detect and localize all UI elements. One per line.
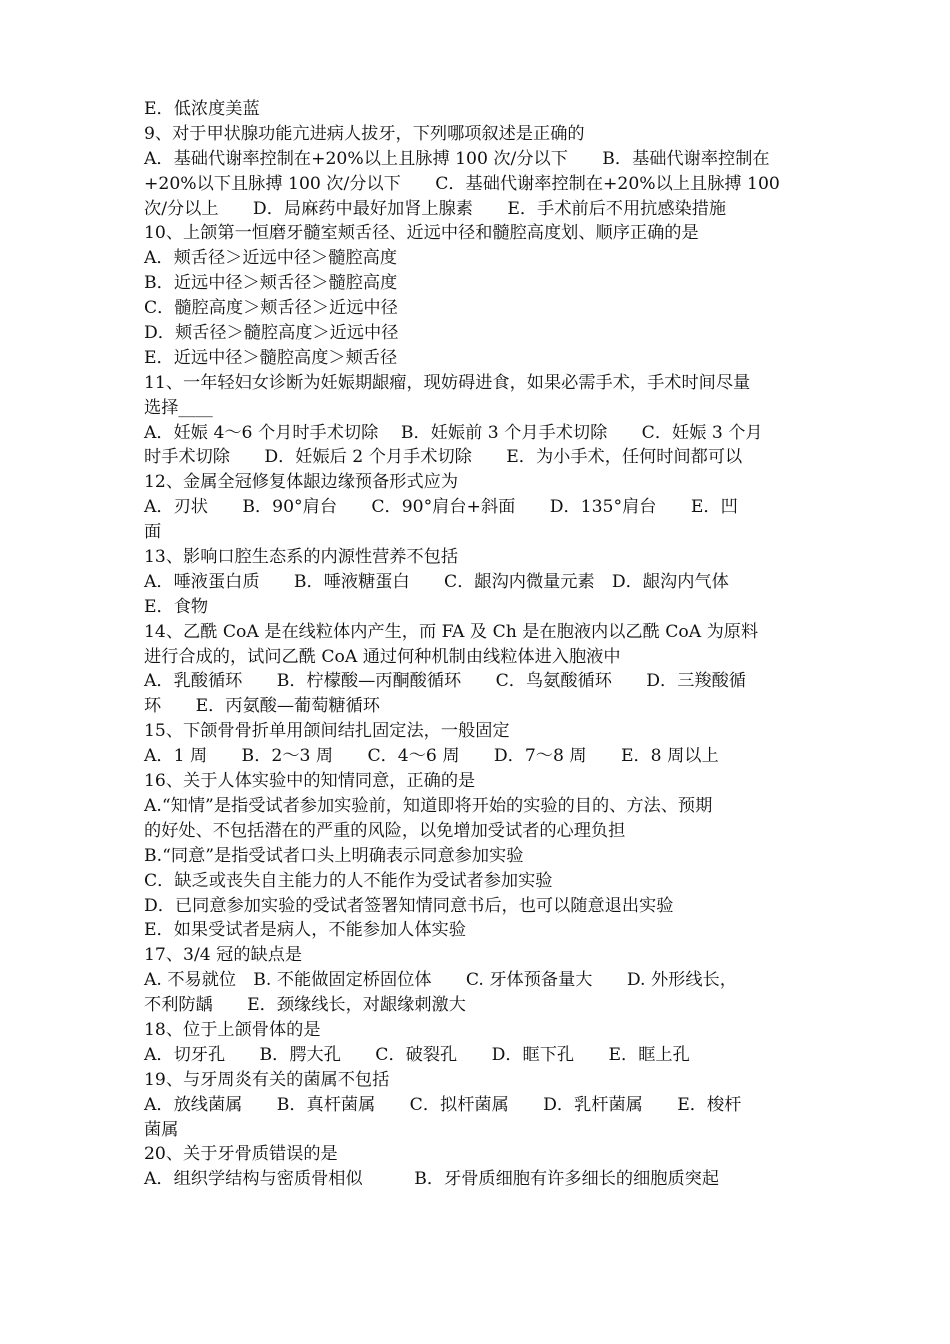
text-line: A．切牙孔 B．腭大孔 C．破裂孔 D．眶下孔 E．眶上孔 <box>144 1044 690 1065</box>
text-line: 面 <box>144 522 162 543</box>
text-line: E．食物 <box>144 596 209 617</box>
document-page <box>144 97 816 1192</box>
question-17-stem: 17、3/4 冠的缺点是 <box>144 945 303 966</box>
text-line: D．颊舌径＞髓腔高度＞近远中径 <box>144 323 399 344</box>
text-line: A．刃状 B．90°肩台 C．90°肩台+斜面 D．135°肩台 E．凹 <box>144 497 738 518</box>
text-line: A. 不易就位 B. 不能做固定桥固位体 C. 牙体预备量大 D. 外形线长， <box>144 970 737 991</box>
text-line: A．妊娠 4～6 个月时手术切除 B．妊娠前 3 个月手术切除 C．妊娠 3 个月 <box>144 422 763 443</box>
question-15-stem: 15、下颌骨骨折单用颌间结扎固定法，一般固定 <box>144 721 510 742</box>
text-line: B.“同意”是指受试者口头上明确表示同意参加实验 <box>144 845 524 866</box>
text-line: A．1 周 B．2～3 周 C．4～6 周 D．7～8 周 E．8 周以上 <box>144 746 719 767</box>
question-11-stem: 11、一年轻妇女诊断为妊娠期龈瘤，现妨碍进食，如果必需手术，手术时间尽量 <box>144 372 751 393</box>
question-10-stem: 10、上颌第一恒磨牙髓室颊舌径、近远中径和髓腔高度划、顺序正确的是 <box>144 223 699 244</box>
question-12-stem: 12、金属全冠修复体龈边缘预备形式应为 <box>144 472 459 493</box>
question-18-stem: 18、位于上颌骨体的是 <box>144 1019 321 1040</box>
text-line: D．已同意参加实验的受试者签署知情同意书后，也可以随意退出实验 <box>144 895 674 916</box>
text-line: A．放线菌属 B．真杆菌属 C．拟杆菌属 D．乳杆菌属 E．梭杆 <box>144 1094 742 1115</box>
text-line: +20%以下且脉搏 100 次/分以下 C．基础代谢率控制在+20%以上且脉搏 100 <box>144 173 780 194</box>
text-line: B．近远中径＞颊舌径＞髓腔高度 <box>144 273 398 294</box>
text-line: 选择____ <box>144 397 213 418</box>
text-line: A．基础代谢率控制在+20%以上且脉搏 100 次/分以下 B．基础代谢率控制在 <box>144 148 770 169</box>
text-line: A.“知情”是指受试者参加实验前，知道即将开始的实验的目的、方法、预期 <box>144 795 713 816</box>
question-16-stem: 16、关于人体实验中的知情同意，正确的是 <box>144 771 476 792</box>
text-line: E．低浓度美蓝 <box>144 99 260 119</box>
text-line: A．乳酸循环 B．柠檬酸—丙酮酸循环 C．鸟氨酸循环 D．三羧酸循 <box>144 671 746 692</box>
text-line: 次/分以上 D．局麻药中最好加肾上腺素 E．手术前后不用抗感染措施 <box>144 198 727 219</box>
question-9-stem: 9、对于甲状腺功能亢进病人拔牙，下列哪项叙述是正确的 <box>144 123 585 144</box>
text-line: 进行合成的，试问乙酰 CoA 通过何种机制由线粒体进入胞液中 <box>144 646 621 667</box>
text-line: A．组织学结构与密质骨相似 B．牙骨质细胞有许多细长的细胞质突起 <box>144 1169 720 1190</box>
text-line: A．颊舌径＞近远中径＞髓腔高度 <box>144 248 398 269</box>
text-line: C．缺乏或丧失自主能力的人不能作为受试者参加实验 <box>144 870 553 891</box>
text-line: C．髓腔高度＞颊舌径＞近远中径 <box>144 298 398 319</box>
question-20-stem: 20、关于牙骨质错误的是 <box>144 1144 338 1165</box>
text-line: E．如果受试者是病人，不能参加人体实验 <box>144 920 466 941</box>
text-line: 菌属 <box>144 1119 179 1140</box>
text-line: 时手术切除 D．妊娠后 2 个月手术切除 E．为小手术，任何时间都可以 <box>144 447 743 468</box>
text-line: 的好处、不包括潜在的严重的风险，以免增加受试者的心理负担 <box>144 820 626 841</box>
question-13-stem: 13、影响口腔生态系的内源性营养不包括 <box>144 547 459 568</box>
question-19-stem: 19、与牙周炎有关的菌属不包括 <box>144 1069 390 1090</box>
text-line: 环 E．丙氨酸—葡萄糖循环 <box>144 696 380 717</box>
text-line: E．近远中径＞髓腔高度＞颊舌径 <box>144 347 398 368</box>
text-line: 不利防龋 E．颈缘线长，对龈缘刺激大 <box>144 995 466 1016</box>
text-line: A．唾液蛋白质 B．唾液糖蛋白 C．龈沟内微量元素 D．龈沟内气体 <box>144 571 729 592</box>
question-14-stem: 14、乙酰 CoA 是在线粒体内产生，而 FA 及 Ch 是在胞液内以乙酰 CoA 为原料 <box>144 621 759 642</box>
